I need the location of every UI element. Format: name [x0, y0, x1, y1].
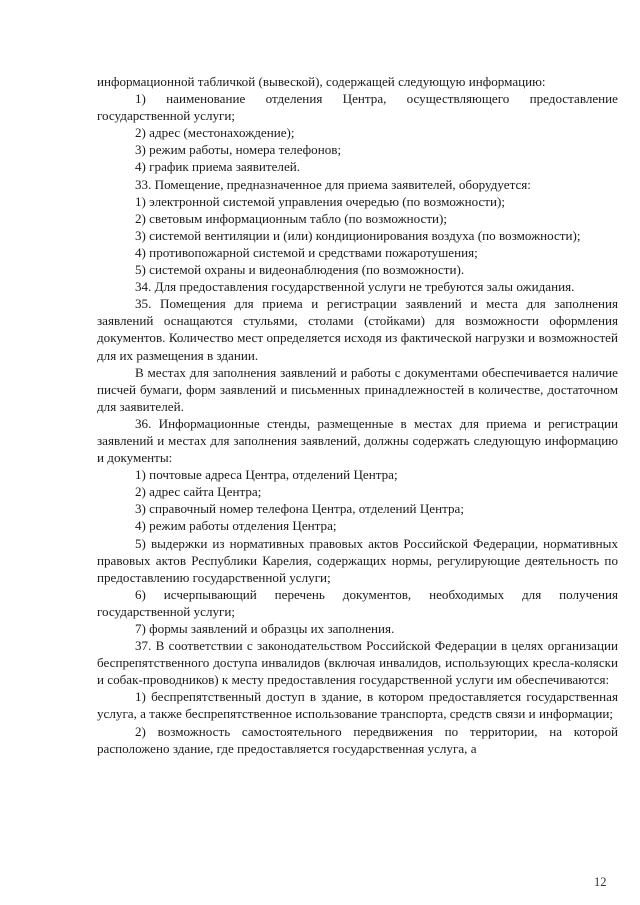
paragraph: 33. Помещение, предназначенное для приема заявителей, оборудуется:	[135, 176, 531, 192]
paragraph: 3) справочный номер телефона Центра, отделений Центра;	[135, 501, 464, 517]
paragraph: 37. В соответствии с законодательством Российской Федерации в целях организации беспрепятственного доступа инвалидов (включая инвалидов, использующих кресла-коляски и собак-проводников) к месту предоставления государственной услуги им обеспечиваются:	[97, 638, 618, 688]
paragraph: 3) режим работы, номера телефонов;	[135, 142, 342, 158]
paragraph: 2) адрес сайта Центра;	[135, 484, 262, 500]
paragraph: информационной табличкой (вывеской), содержащей следующую информацию:	[97, 74, 546, 89]
paragraph: 2) возможность самостоятельного передвижения по территории, на которой расположено здание, где предоставляется государственная услуга, а	[97, 723, 618, 756]
paragraph: 4) режим работы отделения Центра;	[135, 518, 337, 534]
paragraph: 5) выдержки из нормативных правовых актов Российской Федерации, нормативных правовых актов Республики Карелия, содержащих нормы, регулирующие деятельность по предоставлению государственной услуги;	[97, 535, 618, 585]
paragraph: 34. Для предоставления государственной услуги не требуются залы ожидания.	[135, 279, 575, 295]
paragraph: 1) электронной системой управления очередью (по возможности);	[135, 193, 506, 209]
paragraph: 7) формы заявлений и образцы их заполнения.	[135, 621, 395, 636]
paragraph: 35. Помещения для приема и регистрации заявлений и места для заполнения заявлений оснащаются стульями, столами (стойками) для возможности оформления документов. Количество мест определяется исходя из фактической нагрузки и возможностей для их размещения в здании.	[97, 296, 618, 363]
paragraph: 3) системой вентиляции и (или) кондиционирования воздуха (по возможности);	[135, 227, 581, 243]
paragraph: 6) исчерпывающий перечень документов, необходимых для получения государственной услуги;	[97, 586, 618, 619]
paragraph: 2) световым информационным табло (по возможности);	[135, 210, 448, 226]
paragraph: В местах для заполнения заявлений и работы с документами обеспечивается наличие писчей бумаги, форм заявлений и письменных принадлежностей в количестве, достаточном для заявителей.	[97, 364, 618, 414]
paragraph: 4) противопожарной системой и средствами пожаротушения;	[135, 244, 478, 260]
paragraph: 2) адрес (местонахождение);	[135, 125, 295, 141]
paragraph: 1) наименование отделения Центра, осуществляющего предоставление государственной услуги;	[97, 91, 618, 124]
document-body	[97, 73, 618, 757]
paragraph: 1) беспрепятственный доступ в здание, в котором предоставляется государственная услуга, а также беспрепятственное использование транспорта, средств связи и информации;	[97, 689, 618, 722]
paragraph: 36. Информационные стенды, размещенные в местах для приема и регистрации заявлений и местах для заполнения заявлений, должны содержать следующую информацию и документы:	[97, 415, 618, 466]
paragraph: 4) график приема заявителей.	[135, 159, 301, 175]
page-number: 12	[594, 875, 607, 889]
paragraph: 1) почтовые адреса Центра, отделений Центра;	[135, 467, 398, 483]
paragraph: 5) системой охраны и видеонаблюдения (по возможности).	[135, 262, 465, 278]
